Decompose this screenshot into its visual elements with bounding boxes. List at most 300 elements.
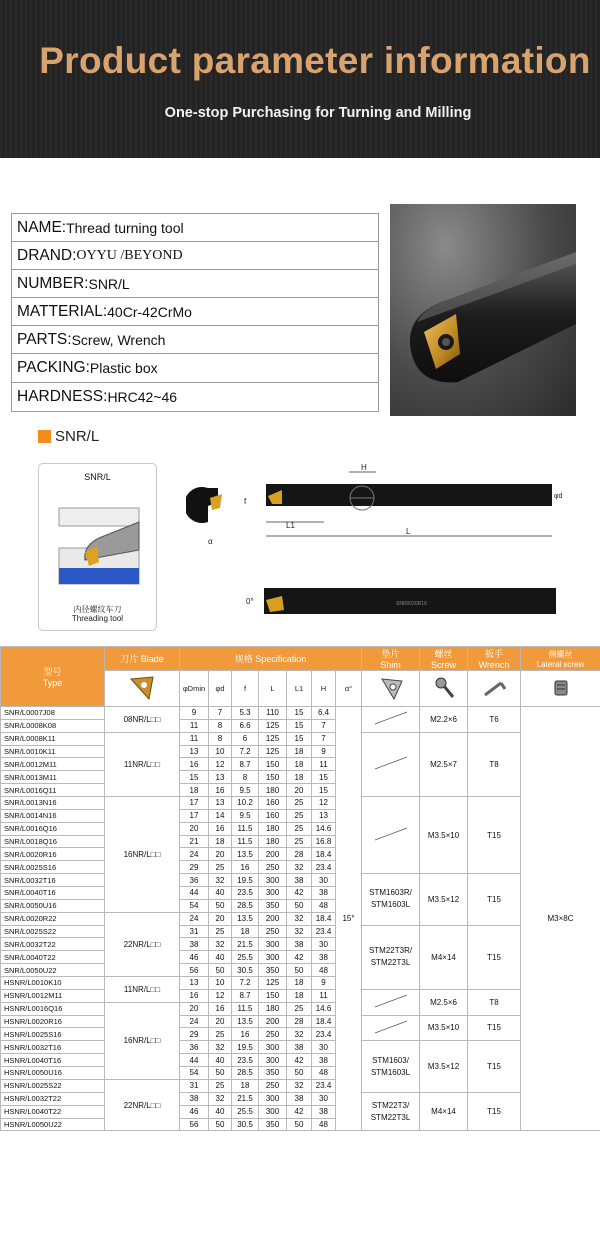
spec-cell: 23.5 — [232, 887, 259, 900]
wrench-cell: T15 — [468, 1015, 521, 1041]
spec-cell: 23.4 — [312, 1079, 336, 1092]
spec-cell: 300 — [259, 951, 287, 964]
tool-body-marking: SNR0020R16 — [396, 601, 427, 607]
spec-cell: 200 — [259, 1015, 287, 1028]
spec-cell: 16 — [180, 989, 209, 1002]
spec-cell: 350 — [259, 1118, 287, 1131]
info-key: NAME: — [17, 218, 67, 236]
spec-cell: 38 — [312, 951, 336, 964]
shim-cell — [362, 1015, 420, 1041]
col-specification: 规格 Specification — [180, 647, 362, 671]
spec-cell: 13 — [180, 977, 209, 990]
spec-cell: 48 — [312, 899, 336, 912]
specification-table — [0, 646, 600, 1131]
spec-cell: 110 — [259, 707, 287, 720]
spec-cell: 40 — [209, 887, 232, 900]
spec-cell: 15 — [287, 707, 312, 720]
type-cell: SNR/L0008K11 — [1, 732, 105, 745]
spec-cell: 20 — [287, 784, 312, 797]
shim-cell: STM1603/ STM1603L — [362, 1041, 420, 1092]
spec-cell: 13.5 — [232, 848, 259, 861]
info-key: PACKING: — [17, 359, 90, 377]
spec-cell: 30 — [312, 938, 336, 951]
info-key: HARDNESS: — [17, 387, 108, 405]
shim-cell — [362, 797, 420, 874]
spec-cell: 25.5 — [232, 951, 259, 964]
frame-caption-cn: 内径螺纹车刀 — [73, 605, 122, 614]
spec-cell: 56 — [180, 1118, 209, 1131]
type-cell: SNR/L0040T22 — [1, 951, 105, 964]
blade-cell: 16NR/L□□ — [105, 1002, 180, 1079]
spec-cell: 125 — [259, 745, 287, 758]
type-cell: SNR/L0032T16 — [1, 874, 105, 887]
type-cell: SNR/L0013N16 — [1, 797, 105, 810]
shim-icon — [362, 671, 420, 707]
info-value: OYYU /BEYOND — [76, 247, 183, 263]
screw-cell: M4×14 — [420, 925, 468, 989]
spec-cell: 13 — [180, 745, 209, 758]
spec-cell: 9.5 — [232, 784, 259, 797]
lateral-screw-icon — [521, 671, 600, 707]
spec-cell: 200 — [259, 848, 287, 861]
type-cell: HSNR/L0032T16 — [1, 1041, 105, 1054]
spec-col-header: α° — [336, 671, 362, 707]
spec-cell: 180 — [259, 835, 287, 848]
spec-cell: 18.4 — [312, 912, 336, 925]
spec-cell: 7 — [312, 719, 336, 732]
info-value: SNR/L — [88, 275, 130, 292]
spec-cell: 18 — [287, 771, 312, 784]
blade-cell: 08NR/L□□ — [105, 707, 180, 733]
spec-cell: 25.5 — [232, 1105, 259, 1118]
spec-cell: 7 — [312, 732, 336, 745]
wrench-cell: T8 — [468, 989, 521, 1015]
shim-cell — [362, 732, 420, 796]
spec-cell: 15 — [312, 771, 336, 784]
spec-cell: 54 — [180, 1067, 209, 1080]
spec-col-header: f — [232, 671, 259, 707]
spec-cell: 180 — [259, 822, 287, 835]
spec-cell: 30 — [312, 1041, 336, 1054]
not-applicable-slash-icon — [369, 753, 413, 773]
spec-col-header: φd — [209, 671, 232, 707]
spec-cell: 28.5 — [232, 1067, 259, 1080]
spec-cell: 32 — [209, 874, 232, 887]
spec-cell: 8.7 — [232, 758, 259, 771]
screw-cell: M3.5×10 — [420, 797, 468, 874]
spec-cell: 14.6 — [312, 1002, 336, 1015]
product-photo — [390, 204, 576, 416]
spec-cell: 31 — [180, 1079, 209, 1092]
spec-cell: 50 — [287, 1118, 312, 1131]
spec-cell: 17 — [180, 797, 209, 810]
type-cell: SNR/L0014N16 — [1, 809, 105, 822]
spec-cell: 8 — [209, 732, 232, 745]
spec-cell: 10 — [209, 745, 232, 758]
spec-cell: 20 — [180, 822, 209, 835]
spec-cell: 28 — [287, 1015, 312, 1028]
spec-cell: 38 — [287, 874, 312, 887]
type-cell: HSNR/L0025S16 — [1, 1028, 105, 1041]
type-cell: HSNR/L0020R16 — [1, 1015, 105, 1028]
type-cell: SNR/L0012M11 — [1, 758, 105, 771]
spec-cell: 15 — [180, 771, 209, 784]
screw-cell: M2.2×6 — [420, 707, 468, 733]
spec-cell: 17 — [180, 809, 209, 822]
spec-cell: 350 — [259, 1067, 287, 1080]
table-row — [1, 1092, 600, 1105]
spec-cell: 25 — [209, 1028, 232, 1041]
spec-cell: 15 — [287, 719, 312, 732]
spec-cell: 32 — [209, 1041, 232, 1054]
spec-cell: 20 — [180, 1002, 209, 1015]
spec-cell: 50 — [209, 899, 232, 912]
spec-cell: 25 — [287, 809, 312, 822]
spec-cell: 160 — [259, 809, 287, 822]
dim-f: f — [244, 497, 247, 506]
blade-insert-icon — [105, 671, 180, 707]
frame-caption-en: Threading tool — [71, 614, 124, 623]
type-cell: SNR/L0032T22 — [1, 938, 105, 951]
spec-cell: 42 — [287, 951, 312, 964]
spec-cell: 30.5 — [232, 964, 259, 977]
spec-cell: 18 — [287, 745, 312, 758]
spec-cell: 50 — [209, 1118, 232, 1131]
table-row — [1, 707, 600, 720]
spec-cell: 300 — [259, 887, 287, 900]
not-applicable-slash-icon — [369, 708, 413, 728]
spec-cell: 8 — [209, 719, 232, 732]
spec-cell: 300 — [259, 1105, 287, 1118]
shim-cell: STM22T3/ STM22T3L — [362, 1092, 420, 1131]
shim-cell: STM1603R/ STM1603L — [362, 874, 420, 925]
spec-cell: 18 — [232, 1079, 259, 1092]
type-cell: HSNR/L0012M11 — [1, 989, 105, 1002]
spec-cell: 300 — [259, 1092, 287, 1105]
info-row — [12, 354, 378, 382]
spec-cell: 18 — [180, 784, 209, 797]
spec-cell: 13.5 — [232, 912, 259, 925]
table-row — [1, 1041, 600, 1054]
table-row — [1, 732, 600, 745]
spec-cell: 38 — [287, 1041, 312, 1054]
type-cell: HSNR/L0050U16 — [1, 1067, 105, 1080]
spec-cell: 38 — [180, 1092, 209, 1105]
spec-cell: 18 — [232, 925, 259, 938]
spec-cell: 16 — [209, 1002, 232, 1015]
spec-cell: 14.6 — [312, 822, 336, 835]
spec-cell: 18 — [287, 989, 312, 1002]
spec-cell: 50 — [287, 899, 312, 912]
spec-cell: 300 — [259, 1041, 287, 1054]
type-cell: SNR/L0008K08 — [1, 719, 105, 732]
spec-cell: 8 — [232, 771, 259, 784]
screw-icon — [420, 671, 468, 707]
dim-d: φd — [554, 493, 563, 500]
blade-cell: 11NR/L□□ — [105, 977, 180, 1003]
spec-col-header: φDmin — [180, 671, 209, 707]
spec-cell: 38 — [312, 1054, 336, 1067]
spec-cell: 48 — [312, 1118, 336, 1131]
info-value: Plastic box — [89, 360, 158, 377]
spec-cell: 11 — [312, 758, 336, 771]
spec-cell: 28.5 — [232, 899, 259, 912]
screw-cell: M3.5×12 — [420, 874, 468, 925]
type-cell: SNR/L0050U22 — [1, 964, 105, 977]
dim-zero: 0° — [246, 597, 254, 606]
spec-cell: 350 — [259, 899, 287, 912]
header-banner — [0, 0, 600, 158]
wrench-cell: T8 — [468, 732, 521, 796]
type-cell: SNR/L0050U16 — [1, 899, 105, 912]
screw-cell: M3.5×10 — [420, 1015, 468, 1041]
info-value: Thread turning tool — [66, 219, 184, 236]
spec-cell: 32 — [209, 1092, 232, 1105]
spec-cell: 31 — [180, 925, 209, 938]
table-row — [1, 874, 600, 887]
spec-cell: 7 — [209, 707, 232, 720]
spec-cell: 36 — [180, 874, 209, 887]
shim-cell — [362, 989, 420, 1015]
spec-cell: 16.8 — [312, 835, 336, 848]
info-value: Screw, Wrench — [71, 331, 166, 348]
type-cell: SNR/L0007J08 — [1, 707, 105, 720]
screw-cell: M2.5×7 — [420, 732, 468, 796]
type-cell: HSNR/L0040T16 — [1, 1054, 105, 1067]
spec-cell: 25 — [209, 861, 232, 874]
type-cell: SNR/L0013M11 — [1, 771, 105, 784]
table-row — [1, 925, 600, 938]
spec-cell: 28 — [287, 848, 312, 861]
lateral-screw-cell: M3×8C — [521, 707, 600, 1131]
spec-cell: 125 — [259, 732, 287, 745]
dim-l: L — [406, 527, 411, 536]
spec-cell: 150 — [259, 758, 287, 771]
spec-cell: 38 — [287, 1092, 312, 1105]
spec-cell: 36 — [180, 1041, 209, 1054]
info-value: HRC42~46 — [107, 388, 178, 405]
table-row — [1, 797, 600, 810]
info-key: MATTERIAL: — [17, 302, 108, 320]
spec-cell: 13 — [209, 771, 232, 784]
spec-col-header: L — [259, 671, 287, 707]
spec-cell: 56 — [180, 964, 209, 977]
type-cell: SNR/L0040T16 — [1, 887, 105, 900]
spec-cell: 6.6 — [232, 719, 259, 732]
dim-h: H — [361, 463, 367, 472]
product-info-table — [11, 213, 379, 412]
spec-cell: 23.4 — [312, 861, 336, 874]
table-row — [1, 989, 600, 1002]
info-row — [12, 242, 378, 270]
spec-cell: 10 — [209, 977, 232, 990]
spec-cell: 7.2 — [232, 977, 259, 990]
type-cell: SNR/L0016Q11 — [1, 784, 105, 797]
spec-cell: 40 — [209, 1105, 232, 1118]
alpha-cell: 15° — [336, 707, 362, 1131]
type-cell: SNR/L0018Q16 — [1, 835, 105, 848]
not-applicable-slash-icon — [369, 824, 413, 844]
spec-cell: 11 — [312, 989, 336, 1002]
spec-cell: 11.5 — [232, 835, 259, 848]
technical-drawing — [186, 462, 566, 632]
spec-cell: 6 — [232, 732, 259, 745]
spec-cell: 14 — [209, 809, 232, 822]
spec-cell: 19.5 — [232, 874, 259, 887]
spec-cell: 250 — [259, 1028, 287, 1041]
spec-cell: 46 — [180, 951, 209, 964]
spec-cell: 25 — [209, 1079, 232, 1092]
spec-cell: 23.4 — [312, 925, 336, 938]
banner-title: Product parameter information — [39, 40, 591, 81]
spec-cell: 16 — [209, 822, 232, 835]
info-row — [12, 270, 378, 298]
col-lateral-screw: 侧螺丝 Lateral screw — [521, 647, 600, 671]
screw-cell: M4×14 — [420, 1092, 468, 1131]
spec-cell: 32 — [209, 938, 232, 951]
info-row — [12, 326, 378, 354]
spec-cell: 11 — [180, 719, 209, 732]
spec-cell: 13 — [209, 797, 232, 810]
spec-cell: 16 — [209, 784, 232, 797]
spec-cell: 25 — [287, 797, 312, 810]
info-value: 40Cr-42CrMo — [107, 303, 192, 320]
spec-col-header: H — [312, 671, 336, 707]
spec-cell: 29 — [180, 1028, 209, 1041]
table-header-row-1 — [1, 647, 600, 671]
spec-cell: 125 — [259, 977, 287, 990]
spec-cell: 54 — [180, 899, 209, 912]
shim-cell — [362, 707, 420, 733]
spec-cell: 9.5 — [232, 809, 259, 822]
spec-cell: 18 — [209, 835, 232, 848]
info-key: PARTS: — [17, 330, 72, 348]
info-row — [12, 383, 378, 411]
spec-cell: 50 — [209, 964, 232, 977]
blade-cell: 16NR/L□□ — [105, 797, 180, 913]
blade-cell: 11NR/L□□ — [105, 732, 180, 796]
spec-cell: 32 — [287, 925, 312, 938]
type-cell: HSNR/L0025S22 — [1, 1079, 105, 1092]
wrench-cell: T15 — [468, 925, 521, 989]
spec-cell: 42 — [287, 1054, 312, 1067]
spec-cell: 7.2 — [232, 745, 259, 758]
spec-cell: 46 — [180, 1105, 209, 1118]
spec-cell: 32 — [287, 861, 312, 874]
spec-cell: 200 — [259, 912, 287, 925]
spec-cell: 180 — [259, 784, 287, 797]
type-cell: SNR/L0025S22 — [1, 925, 105, 938]
spec-cell: 9 — [312, 977, 336, 990]
spec-cell: 48 — [312, 1067, 336, 1080]
spec-cell: 12 — [209, 989, 232, 1002]
spec-cell: 44 — [180, 887, 209, 900]
frame-title: SNR/L — [84, 472, 111, 482]
spec-cell: 32 — [287, 1079, 312, 1092]
orange-square-icon — [38, 430, 51, 443]
info-key: DRAND: — [17, 246, 77, 264]
type-cell: SNR/L0025S16 — [1, 861, 105, 874]
spec-cell: 32 — [287, 912, 312, 925]
spec-cell: 44 — [180, 1054, 209, 1067]
screw-cell: M3.5×12 — [420, 1041, 468, 1092]
spec-cell: 42 — [287, 1105, 312, 1118]
info-row — [12, 214, 378, 242]
wrench-icon — [468, 671, 521, 707]
banner-subtitle: One-stop Purchasing for Turning and Milling — [164, 105, 472, 121]
wrench-cell: T15 — [468, 1041, 521, 1092]
spec-cell: 23.5 — [232, 1054, 259, 1067]
spec-cell: 18.4 — [312, 1015, 336, 1028]
col-type: 型号 Type — [1, 647, 105, 707]
type-cell: HSNR/L0016Q16 — [1, 1002, 105, 1015]
spec-cell: 38 — [180, 938, 209, 951]
spec-cell: 10.2 — [232, 797, 259, 810]
spec-cell: 16 — [232, 861, 259, 874]
info-row — [12, 298, 378, 326]
spec-cell: 150 — [259, 771, 287, 784]
spec-cell: 12 — [209, 758, 232, 771]
spec-cell: 21.5 — [232, 938, 259, 951]
spec-cell: 13.5 — [232, 1015, 259, 1028]
spec-cell: 20 — [209, 912, 232, 925]
not-applicable-slash-icon — [369, 1017, 413, 1037]
type-cell: SNR/L0020R22 — [1, 912, 105, 925]
spec-cell: 20 — [209, 848, 232, 861]
type-cell: HSNR/L0032T22 — [1, 1092, 105, 1105]
spec-col-header: L1 — [287, 671, 312, 707]
spec-cell: 40 — [209, 951, 232, 964]
spec-cell: 11.5 — [232, 1002, 259, 1015]
spec-cell: 9 — [180, 707, 209, 720]
spec-cell: 18.4 — [312, 848, 336, 861]
spec-cell: 16 — [232, 1028, 259, 1041]
spec-cell: 300 — [259, 938, 287, 951]
spec-cell: 25 — [287, 835, 312, 848]
spec-cell: 30 — [312, 1092, 336, 1105]
col-shim: 垫片 Shim — [362, 647, 420, 671]
spec-cell: 50 — [287, 1067, 312, 1080]
type-cell: HSNR/L0050U22 — [1, 1118, 105, 1131]
spec-cell: 250 — [259, 1079, 287, 1092]
col-screw: 螺丝 Screw — [420, 647, 468, 671]
info-key: NUMBER: — [17, 274, 89, 292]
spec-cell: 125 — [259, 719, 287, 732]
dim-l1: L1 — [286, 521, 295, 530]
spec-cell: 6.4 — [312, 707, 336, 720]
threading-tool-illustration — [39, 490, 156, 610]
spec-cell: 300 — [259, 1054, 287, 1067]
spec-cell: 13 — [312, 809, 336, 822]
spec-cell: 25 — [287, 1002, 312, 1015]
wrench-cell: T6 — [468, 707, 521, 733]
spec-cell: 350 — [259, 964, 287, 977]
spec-cell: 42 — [287, 887, 312, 900]
section-label — [38, 428, 99, 445]
wrench-cell: T15 — [468, 874, 521, 925]
spec-cell: 8.7 — [232, 989, 259, 1002]
blade-cell: 22NR/L□□ — [105, 1079, 180, 1130]
spec-cell: 18 — [287, 758, 312, 771]
spec-cell: 12 — [312, 797, 336, 810]
spec-cell: 38 — [287, 938, 312, 951]
type-cell: SNR/L0020R16 — [1, 848, 105, 861]
spec-cell: 21.5 — [232, 1092, 259, 1105]
spec-cell: 48 — [312, 964, 336, 977]
spec-cell: 38 — [312, 1105, 336, 1118]
shim-cell: STM22T3R/ STM22T3L — [362, 925, 420, 989]
spec-cell: 18 — [287, 977, 312, 990]
